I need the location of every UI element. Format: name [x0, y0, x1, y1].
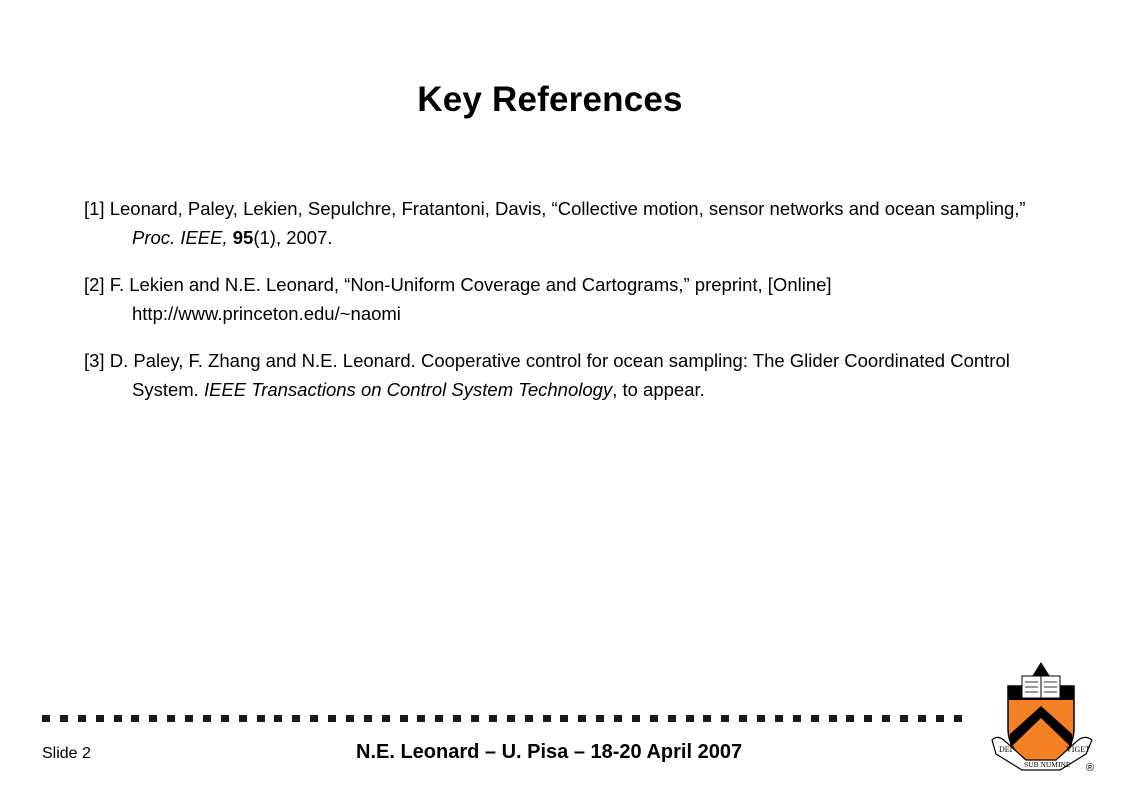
- divider-dot: [900, 715, 908, 722]
- divider-dot: [936, 715, 944, 722]
- divider-dot: [560, 715, 568, 722]
- reference-1-journal: Proc. IEEE,: [132, 227, 228, 248]
- footer-presenter-event: N.E. Leonard – U. Pisa – 18-20 April 2007: [356, 741, 743, 763]
- divider-dot: [96, 715, 104, 722]
- reference-3: [84, 346, 1044, 404]
- divider-dot: [114, 715, 122, 722]
- footer-divider-dots: [42, 714, 962, 722]
- divider-dot: [543, 715, 551, 722]
- princeton-shield-logo: [986, 656, 1098, 778]
- divider-dot: [364, 715, 372, 722]
- divider-dot: [274, 715, 282, 722]
- reference-2-text: [2] F. Lekien and N.E. Leonard, “Non-Uniform Coverage and Cartograms,” preprint, [Online] http://www.princeton.edu/~naomi: [84, 274, 832, 324]
- divider-dot: [203, 715, 211, 722]
- divider-dot: [829, 715, 837, 722]
- divider-dot: [382, 715, 390, 722]
- divider-dot: [185, 715, 193, 722]
- divider-dot: [453, 715, 461, 722]
- divider-dot: [239, 715, 247, 722]
- references-list: [84, 194, 1044, 422]
- divider-dot: [60, 715, 68, 722]
- divider-dot: [221, 715, 229, 722]
- divider-dot: [775, 715, 783, 722]
- registered-mark: ®: [1086, 762, 1095, 774]
- divider-dot: [310, 715, 318, 722]
- divider-dot: [632, 715, 640, 722]
- divider-dot: [507, 715, 515, 722]
- reference-3-journal: IEEE Transactions on Control System Technology: [203, 379, 613, 400]
- divider-dot: [42, 715, 50, 722]
- divider-dot: [525, 715, 533, 722]
- divider-dot: [846, 715, 854, 722]
- divider-dot: [811, 715, 819, 722]
- divider-dot: [918, 715, 926, 722]
- divider-dot: [686, 715, 694, 722]
- divider-dot: [167, 715, 175, 722]
- divider-dot: [668, 715, 676, 722]
- divider-dot: [864, 715, 872, 722]
- divider-dot: [417, 715, 425, 722]
- divider-dot: [78, 715, 86, 722]
- divider-dot: [328, 715, 336, 722]
- divider-dot: [292, 715, 300, 722]
- scroll-right-text: VIGET: [1066, 745, 1090, 754]
- divider-dot: [489, 715, 497, 722]
- reference-1-authors: [1] Leonard, Paley, Lekien, Sepulchre, Fratantoni, Davis, “Collective motion, sensor networks and ocean sampling,”: [84, 198, 1026, 219]
- divider-dot: [757, 715, 765, 722]
- divider-dot: [954, 715, 962, 722]
- divider-dot: [257, 715, 265, 722]
- divider-dot: [614, 715, 622, 722]
- divider-dot: [435, 715, 443, 722]
- divider-dot: [149, 715, 157, 722]
- divider-dot: [578, 715, 586, 722]
- divider-dot: [471, 715, 479, 722]
- divider-dot: [739, 715, 747, 722]
- reference-1-volume: 95: [232, 227, 254, 248]
- divider-dot: [400, 715, 408, 722]
- slide-title: Key References: [417, 80, 683, 119]
- divider-dot: [793, 715, 801, 722]
- scroll-left-text: DEI: [999, 745, 1013, 754]
- reference-1-issue-year: (1), 2007.: [253, 227, 333, 248]
- divider-dot: [721, 715, 729, 722]
- reference-2: [84, 270, 1044, 328]
- divider-dot: [703, 715, 711, 722]
- divider-dot: [650, 715, 658, 722]
- reference-1: [84, 194, 1044, 252]
- slide-number: Slide 2: [42, 745, 91, 762]
- scroll-center-text: SUB NUMINE: [1024, 760, 1071, 769]
- divider-dot: [131, 715, 139, 722]
- divider-dot: [596, 715, 604, 722]
- divider-dot: [346, 715, 354, 722]
- reference-3-rest: , to appear.: [612, 379, 705, 400]
- reference-3-authors: [3] D. Paley, F. Zhang and N.E. Leonard. Cooperative control for ocean sampling: The Glider Coordinated Control System.: [84, 350, 1010, 400]
- divider-dot: [882, 715, 890, 722]
